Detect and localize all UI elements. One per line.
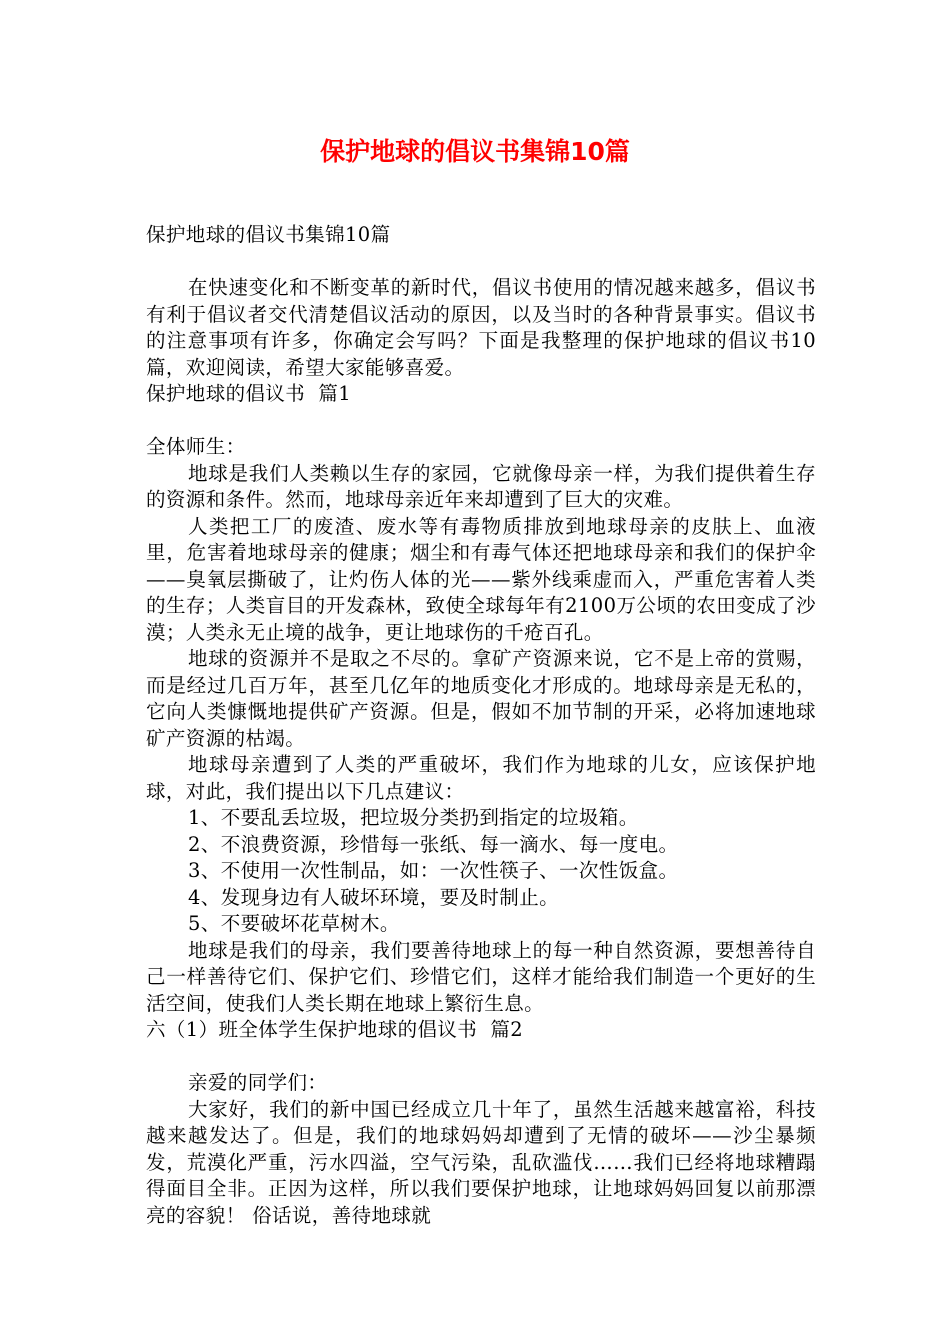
paragraph: 地球是我们人类赖以生存的家园，它就像母亲一样，为我们提供着生存的资源和条件。然而，地球母亲近年来却遭到了巨大的灾难。	[146, 461, 816, 511]
paragraph: 地球母亲遭到了人类的严重破坏，我们作为地球的儿女，应该保护地球，对此，我们提出以下几点建议：	[146, 753, 816, 803]
spacer	[146, 1044, 816, 1071]
list-item: 3、不使用一次性制品，如：一次性筷子、一次性饭盒。	[188, 859, 679, 882]
salutation-2: 亲爱的同学们：	[188, 1071, 328, 1094]
paragraph: 地球是我们的母亲，我们要善待地球上的每一种自然资源，要想善待自己一样善待它们、保护它们、珍惜它们，这样才能给我们制造一个更好的生活空间，使我们人类长期在地球上繁衍生息。	[146, 938, 816, 1015]
section-heading-2: 六（1）班全体学生保护地球的倡议书 篇2	[146, 1018, 524, 1041]
list-item: 2、不浪费资源，珍惜每一张纸、每一滴水、每一度电。	[188, 832, 679, 856]
salutation-1: 全体师生：	[146, 435, 246, 458]
document-subtitle: 保护地球的倡议书集锦10篇	[146, 223, 391, 246]
paragraph: 地球的资源并不是取之不尽的。拿矿产资源来说，它不是上帝的赏赐，而是经过几百万年，甚至几亿年的地质变化才形成的。地球母亲是无私的，它向人类慷慨地提供矿产资源。但是，假如不加节制的开采，必将加速地球矿产资源的枯竭。	[146, 647, 816, 750]
document-body	[146, 222, 816, 1229]
section-heading-1: 保护地球的倡议书 篇1	[146, 382, 352, 405]
list-item: 5、不要破坏花草树木。	[188, 912, 400, 935]
document-title: 保护地球的倡议书集锦10篇	[320, 137, 630, 166]
list-item: 4、发现身边有人破坏环境，要及时制止。	[188, 885, 560, 909]
spacer	[146, 249, 816, 276]
spacer	[146, 408, 816, 435]
intro-paragraph: 在快速变化和不断变革的新时代，倡议书使用的情况越来越多，倡议书有利于倡议者交代清楚倡议活动的原因，以及当时的各种背景事实。倡议书的注意事项有许多，你确定会写吗？下面是我整理的保护地球的倡议书10篇，欢迎阅读，希望大家能够喜爱。	[146, 276, 816, 379]
list-item: 1、不要乱丢垃圾，把垃圾分类扔到指定的垃圾箱。	[188, 806, 639, 829]
paragraph: 大家好，我们的新中国已经成立几十年了，虽然生活越来越富裕，科技越来越发达了。但是，我们的地球妈妈却遭到了无情的破坏——沙尘暴频发，荒漠化严重，污水四溢，空气污染，乱砍滥伐……我们已经将地球糟蹋得面目全非。正因为这样，所以我们要保护地球，让地球妈妈回复以前那漂亮的容貌！ 俗话说，善待地球就	[146, 1097, 816, 1227]
paragraph: 人类把工厂的废渣、废水等有毒物质排放到地球母亲的皮肤上、血液里，危害着地球母亲的健康；烟尘和有毒气体还把地球母亲和我们的保护伞——臭氧层撕破了，让灼伤人体的光——紫外线乘虚而入，严重危害着人类的生存；人类盲目的开发森林，致使全球每年有2100万公顷的农田变成了沙漠；人类永无止境的战争，更让地球伤的千疮百孔。	[146, 514, 816, 644]
